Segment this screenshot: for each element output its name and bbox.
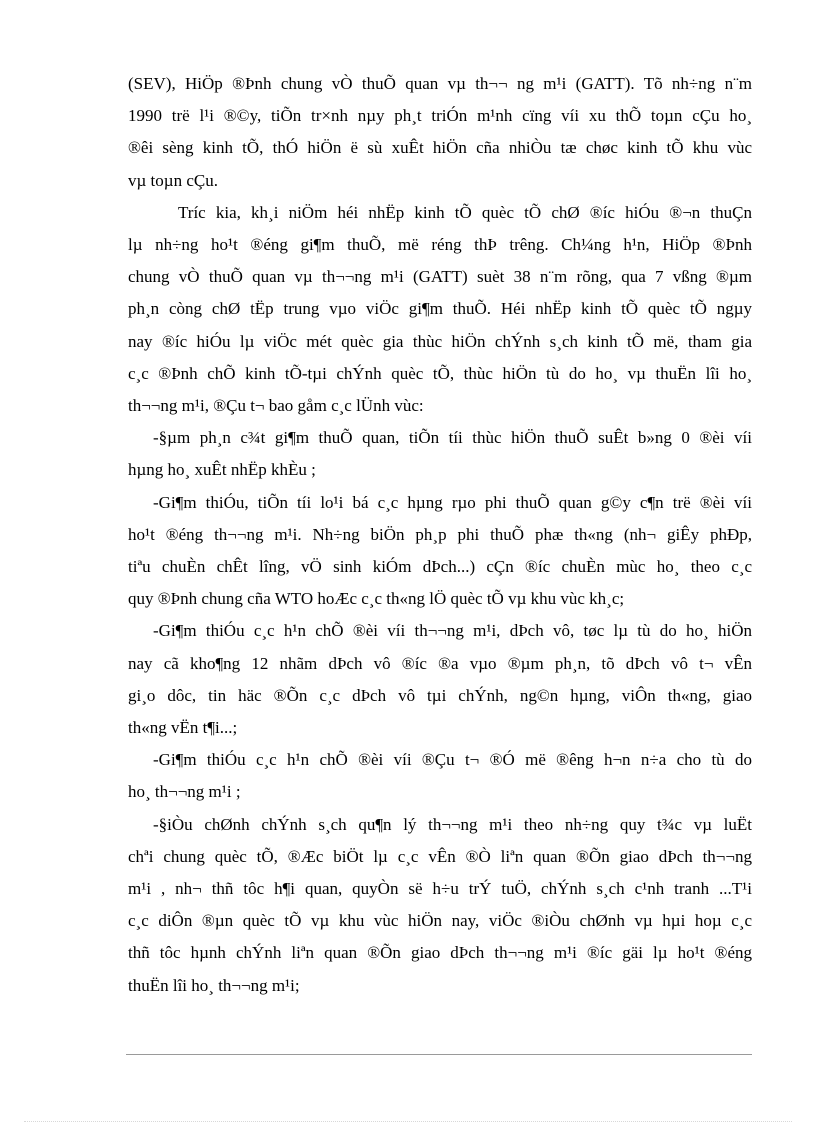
bullet-item: -§µm ph¸n c¾t gi¶m thuÕ quan, tiÕn tíi thùc hiÖn thuÕ suÊt b»ng 0 ®èi víi (153, 428, 752, 448)
bullet-item: -Gi¶m thiÓu c¸c h¹n chÕ ®èi víi ®Çu t¬ ®Ó më ®êng h¬n n÷a cho tù do (153, 750, 752, 770)
text-line: nay cã kho¶ng 12 nhãm dÞch vô ®íc ®a vµo ®µm ph¸n, tõ dÞch vô t¬ vÊn (128, 653, 752, 673)
text-line: c¸c diÔn ®µn quèc tÕ vµ khu vùc hiÖn nay, viÖc ®iÒu chØnh vµ hµi hoµ c¸c (128, 911, 752, 931)
text-line: m¹i , nh¬ thñ tôc h¶i quan, quyÒn së h÷u trÝ tuÖ, chÝnh s¸ch c¹nh tranh ...T¹i (128, 879, 752, 899)
footer-divider (126, 1054, 752, 1055)
text-line: nay ®íc hiÓu lµ viÖc mét quèc gia thùc hiÖn chÝnh s¸ch kinh tÕ më, tham gia (128, 331, 752, 351)
text-line: chªi chung quèc tÕ, ®Æc biÖt lµ c¸c vÊn ®Ò liªn quan ®Õn giao dÞch th¬¬ng (128, 846, 752, 866)
document-body (128, 68, 752, 1002)
text-line: ph¸n còng chØ tËp trung vµo viÖc gi¶m thuÕ. Héi nhËp kinh tÕ quèc tÕ ngµy (128, 299, 752, 319)
text-line: lµ nh÷ng ho¹t ®éng gi¶m thuÕ, më réng thÞ trêng. Ch¼ng h¹n, HiÖp ®Þnh (128, 235, 752, 255)
text-line: quy ®Þnh chung cña WTO hoÆc c¸c th«ng lÖ quèc tÕ vµ khu vùc kh¸c; (128, 589, 625, 609)
text-line: thñ tôc hµnh chÝnh liªn quan ®Õn giao dÞch th¬¬ng m¹i ®íc gäi lµ ho¹t ®éng (128, 943, 752, 963)
bullet-item: -§iÒu chØnh chÝnh s¸ch qu¶n lý th¬¬ng m¹i theo nh÷ng quy t¾c vµ luËt (153, 814, 752, 834)
text-line: ®êi sèng kinh tÕ, thÓ hiÖn ë sù xuÊt hiÖn cña nhiÒu tæ chøc kinh tÕ khu vùc (128, 138, 752, 158)
text-line: hµng ho¸ xuÊt nhËp khÈu ; (128, 460, 316, 480)
bullet-item: -Gi¶m thiÓu c¸c h¹n chÕ ®èi víi th¬¬ng m¹i, dÞch vô, tøc lµ tù do ho¸ hiÖn (153, 621, 752, 641)
text-line: (SEV), HiÖp ®Þnh chung vÒ thuÕ quan vµ th¬¬ ng m¹i (GATT). Tõ nh÷ng n¨m (128, 74, 752, 93)
text-line: thuËn lîi ho¸ th¬¬ng m¹i; (128, 975, 300, 995)
text-line: ho¹t ®éng th¬¬ng m¹i. Nh÷ng biÖn ph¸p phi thuÕ phæ th«ng (nh¬ giÊy phÐp, (128, 524, 752, 544)
text-line: c¸c ®Þnh chÕ kinh tÕ-tµi chÝnh quèc tÕ, thùc hiÖn tù do ho¸ vµ thuËn lîi ho¸ (128, 363, 752, 383)
page-bottom-dotted-border (24, 1121, 792, 1122)
text-line: 1990 trë l¹i ®©y, tiÕn tr×nh nµy ph¸t triÓn m¹nh cïng víi xu thÕ toµn cÇu ho¸ (128, 106, 752, 126)
paragraph-first-line: Tríc kia, kh¸i niÖm héi nhËp kinh tÕ quèc tÕ chØ ®íc hiÓu ®¬n thuÇn (178, 202, 752, 222)
text-line: vµ toµn cÇu. (128, 170, 218, 190)
text-line: chung vÒ thuÕ quan vµ th¬¬ng m¹i (GATT) suèt 38 n¨m rõng, qua 7 vßng ®µm (128, 267, 752, 287)
text-line: ho¸ th¬¬ng m¹i ; (128, 782, 241, 802)
text-line: tiªu chuÈn chÊt lîng, vÖ sinh kiÓm dÞch...) cÇn ®íc chuÈn mùc ho¸ theo c¸c (128, 557, 752, 577)
bullet-item: -Gi¶m thiÓu, tiÕn tíi lo¹i bá c¸c hµng rµo phi thuÕ quan g©y c¶n trë ®èi víi (153, 492, 752, 512)
text-line: gi¸o dôc, tin häc ®Õn c¸c dÞch vô tµi chÝnh, ng©n hµng, viÔn th«ng, giao (128, 685, 752, 705)
text-line: th«ng vËn t¶i...; (128, 718, 238, 738)
text-line: th¬¬ng m¹i, ®Çu t¬ bao gåm c¸c lÜnh vùc: (128, 396, 424, 416)
